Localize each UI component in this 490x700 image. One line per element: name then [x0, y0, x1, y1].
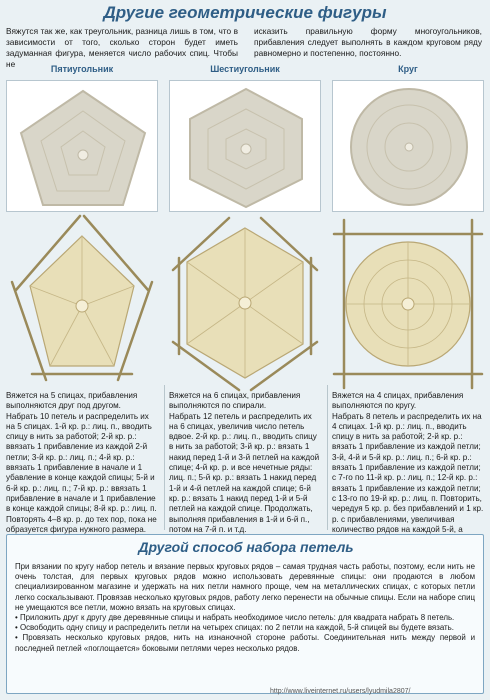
circle-photo — [332, 80, 484, 212]
pentagon-summary: Вяжется на 5 спицах, прибавления выполняются друг под другом. — [6, 391, 138, 411]
circle-needles-diagram — [332, 214, 484, 394]
hexagon-needles-diagram — [169, 214, 321, 394]
hexagon-summary: Вяжется на 6 спицах, прибавления выполняются по спирали. — [169, 391, 301, 411]
pentagon-needles-diagram — [6, 214, 158, 394]
circle-summary: Вяжется на 4 спицах, прибавления выполняются по кругу. — [332, 391, 464, 411]
box-title: Другой способ набора петель — [138, 539, 354, 555]
hexagon-heading: Шестиугольник — [210, 64, 280, 74]
hexagon-instructions — [169, 391, 321, 535]
circle-steps: Набрать 8 петель и распределить их на 4 спицах. 1-й кр. р.: лиц. п., вводить спицу в нить за работой; 2-й кр. р.: вязать 1 прибавление из каждой петли; 3-й, 4-й и 5-й кр. р.: лиц. п.; 6-й кр. р.: вязать 1 прибавление из каждой петли; с 7-го по 11-й кр. р.: лиц. п.; 12-й кр. р.: вязать 1 прибавление из каждой петли; с 13-го по 19-й кр. р.: лиц. п. Повторить, чередуя 5 кр. р. без прибавлений и 1 кр. р. с прибавлениями, увеличивая количество рядов на каждой 5-й, а — [332, 411, 484, 534]
box-body — [15, 562, 475, 654]
box-bullet: • Провязать несколько круговых рядов, нить на изнаночной стороне работы. Соединительная нить между первой и последней петлей «поглощается» боковыми петлями через несколько рядов. — [15, 633, 475, 653]
box-bullet: • Освободить одну спицу и распределить петли на четырех спицах: по 2 петли на каждой, 5-й спицей вы будете вязать. — [15, 623, 454, 633]
box-bullet: • Приложить друг к другу две деревянные спицы и набрать необходимое число петель: для квадрата набрать 8 петель. — [15, 613, 455, 623]
circle-instructions — [332, 391, 484, 545]
hexagon-steps: Набрать 12 петель и распределить их на 6 спицах, увеличив число петель вдвое. 2-й кр. р.: лиц. п., вводить спицу в нить за работой; 3-й кр. р.: вязать 1 накид перед 1-й и 3-й петлей на каждой спице; 4-й кр. р. и все нечетные ряды: лиц. п.; 5-й кр. р.: вязать 1 накид перед 1-й и 4-й петлей на каждой спице; 6-й кр. р.: вязать 1 накид перед 1-й и 5-й петлей на каждой спице. Продолжать, выполняя прибавления в 1-й и 6-й п., потом на 7-й п. и т.д. — [169, 411, 320, 534]
pentagon-instructions — [6, 391, 158, 535]
column-divider — [327, 385, 328, 530]
pentagon-column — [6, 62, 158, 388]
pentagon-photo — [6, 80, 158, 212]
pentagon-heading: Пятиугольник — [50, 64, 114, 74]
circle-column — [332, 62, 484, 388]
pentagon-steps: Набрать 10 петель и распределить их на 5 спицах. 1-й кр. р.: лиц. п., вводить спицу в нить за работой; 2-й кр. р.: ввязать 1 прибавление из каждой 2-й петли; 3-й кр. р.: лиц. п.; 4-й кр. р.: ввязать 1 прибавление в начале и 1 убавление в конце каждой спицы; 5-й и 6-й кр. р.: лиц. п.; 7-й кр. р.: ввязать 1 прибавление в начале и 1 прибавление в конце каждой спицы; 8-й кр. р.: лиц. п. Повторять 4–8 кр. р. до тех пор, пока не образуется фигура нужного размера. — [6, 411, 157, 534]
alternative-cast-on-box — [6, 534, 484, 694]
circle-heading: Круг — [398, 64, 418, 74]
hexagon-photo — [169, 80, 321, 212]
intro-right: исказить правильную форму многоугольников, прибавления следует выполнять в каждом круговом ряду равномерно и постепенно, постоянно. — [254, 26, 482, 58]
page-title: Другие геометрические фигуры — [103, 3, 387, 22]
hexagon-column — [169, 62, 321, 388]
column-divider — [164, 385, 165, 530]
source-url: http://www.liveinternet.ru/users/lyudmila2807/ — [270, 688, 411, 695]
intro-left: Вяжутся так же, как треугольник, разница лишь в том, что в зависимости от того, сколько сторон будет иметь задуманная фигура, меняется число рабочих спиц. Чтобы не — [6, 26, 238, 69]
box-paragraph: При вязании по кругу набор петель и вязание первых круговых рядов – самая трудная часть работы, поэтому, если нить не очень толстая, для первых круговых рядов можно использовать деревянные спицы: они продаются в любом специализированном магазине и удержать на них петли намного проще, чем на металлических спицах, с которых петли легко соскальзывают. Провязав несколько круговых рядов, работу легко перенести на обычные спицы. Если на наборе спиц не умещаются все петли, можно вязать на круговых спицах. — [15, 562, 475, 612]
